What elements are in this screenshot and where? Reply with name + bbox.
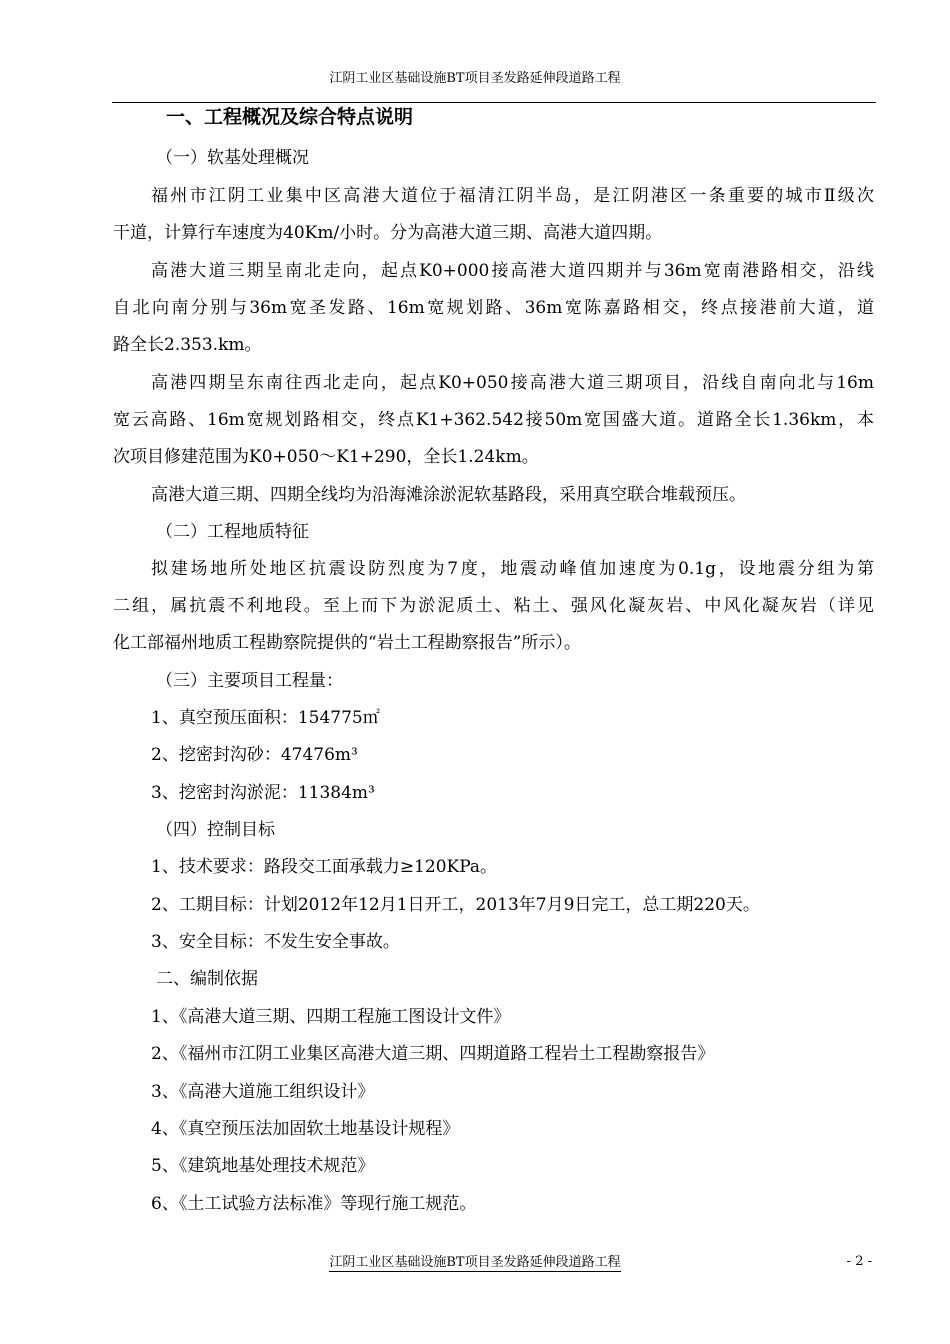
paragraph-line: 高港四期呈东南往西北走向，起点K0+050接高港大道三期项目，沿线自南向北与16m [151, 373, 874, 393]
paragraph-line: 二组，属抗震不利地段。至上而下为淤泥质土、粘土、强风化凝灰岩、中风化凝灰岩（详见 [113, 596, 874, 616]
subsection-1-title: （一）软基处理概况 [156, 148, 309, 168]
subsection-4-title: （四）控制目标 [156, 820, 275, 840]
paragraph-line: 化工部福州地质工程勘察院提供的“岩土工程勘察报告”所示）。 [113, 633, 581, 653]
section-2-heading: 二、编制依据 [156, 969, 258, 989]
page-header-title: 江阴工业区基础设施BT项目圣发路延伸段道路工程 [329, 71, 621, 86]
subsection-3-title: （三）主要项目工程量： [156, 671, 343, 691]
footer-title-text: 江阴工业区基础设施BT项目圣发路延伸段道路工程 [329, 1255, 621, 1270]
paragraph-line: 次项目修建范围为K0+050～K1+290，全长1.24km。 [113, 447, 539, 467]
list-item: 2、《福州市江阴工业集区高港大道三期、四期道路工程岩土工程勘察报告》 [151, 1044, 715, 1064]
paragraph-line: 福州市江阴工业集中区高港大道位于福清江阴半岛，是江阴港区一条重要的城市Ⅱ级次 [151, 186, 874, 206]
list-item: 1、《高港大道三期、四期工程施工图设计文件》 [151, 1007, 511, 1027]
subsection-2-title: （二）工程地质特征 [156, 522, 309, 542]
page-number: - 2 - [846, 1254, 872, 1269]
paragraph-line: 拟建场地所处地区抗震设防烈度为7度，地震动峰值加速度为0.1g，设地震分组为第 [151, 559, 874, 579]
list-item: 3、挖密封沟淤泥：11384m³ [151, 783, 375, 803]
section-1-heading: 一、工程概况及综合特点说明 [166, 106, 414, 128]
paragraph-line: 路全长2.353.km。 [113, 335, 262, 355]
paragraph-line: 干道，计算行车速度为40Km/小时。分为高港大道三期、高港大道四期。 [113, 223, 663, 243]
paragraph-line: 高港大道三期、四期全线均为沿海滩涂淤泥软基路段，采用真空联合堆载预压。 [151, 485, 746, 505]
paragraph-line: 自北向南分别与36m宽圣发路、16m宽规划路、36m宽陈嘉路相交，终点接港前大道，道 [113, 298, 874, 318]
list-item: 2、工期目标：计划2012年12月1日开工，2013年7月9日完工，总工期220天。 [151, 895, 760, 915]
list-item: 1、技术要求：路段交工面承载力≥120KPa。 [151, 857, 498, 877]
paragraph-line: 高港大道三期呈南北走向，起点K0+000接高港大道四期并与36m宽南港路相交，沿线 [151, 261, 874, 281]
list-item: 3、安全目标：不发生安全事故。 [151, 932, 400, 952]
page-footer-title [0, 1254, 950, 1272]
list-item: 2、挖密封沟砂：47476m³ [151, 745, 358, 765]
header-divider [112, 102, 876, 103]
list-item: 1、真空预压面积：154775㎡ [151, 708, 380, 728]
list-item: 4、《真空预压法加固软土地基设计规程》 [151, 1119, 460, 1139]
list-item: 6、《土工试验方法标准》等现行施工规范。 [151, 1194, 477, 1214]
paragraph-line: 宽云高路、16m宽规划路相交，终点K1+362.542接50m宽国盛大道。道路全长1.36km，本 [113, 410, 874, 430]
list-item: 3、《高港大道施工组织设计》 [151, 1082, 375, 1102]
list-item: 5、《建筑地基处理技术规范》 [151, 1156, 375, 1176]
